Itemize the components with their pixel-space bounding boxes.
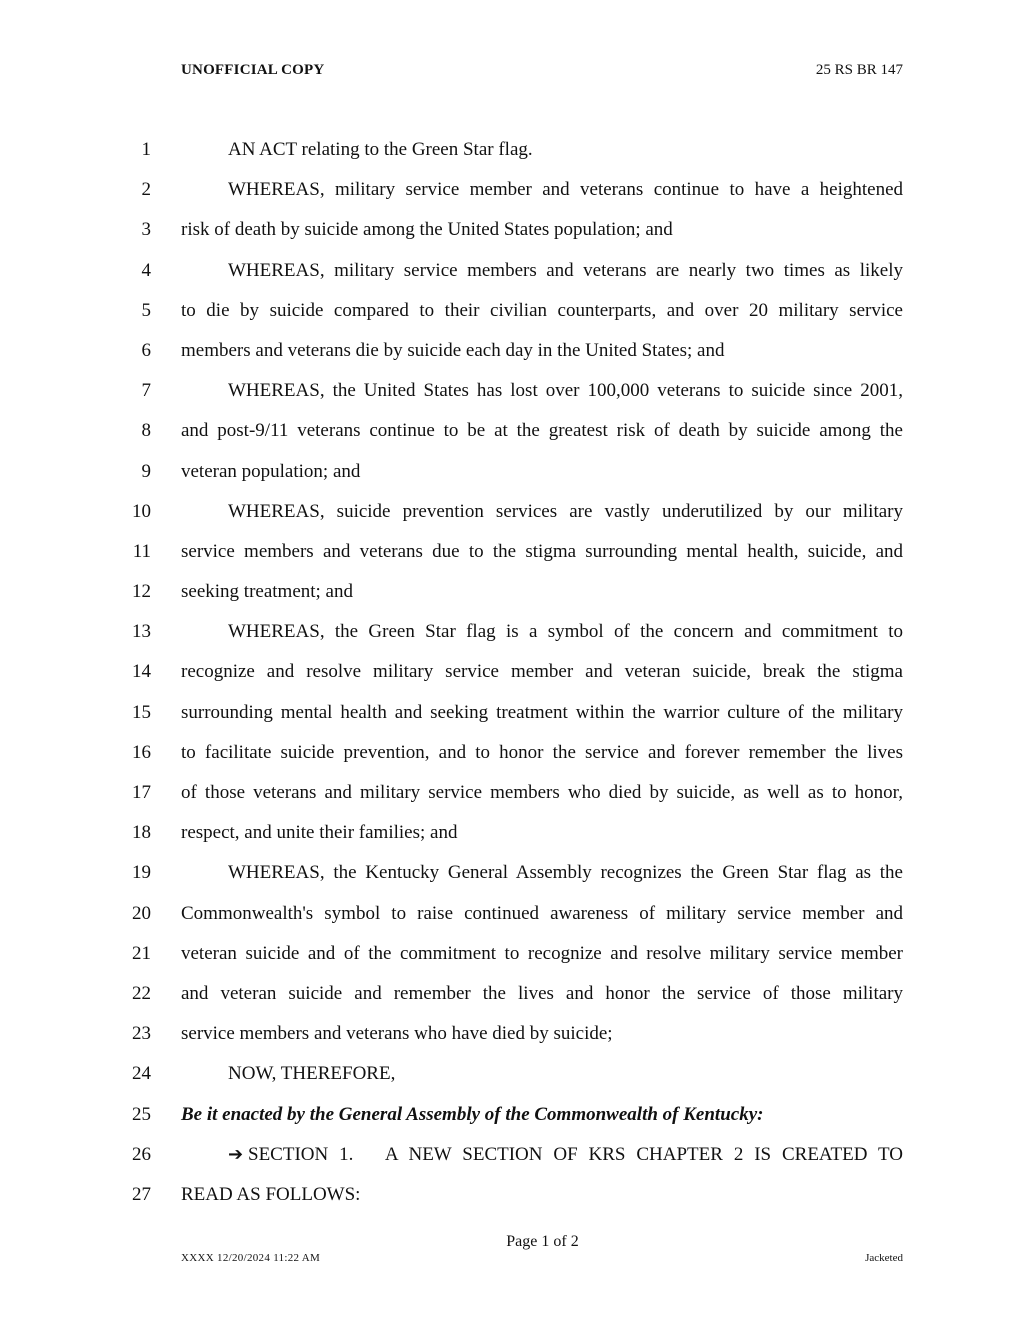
text-line [0, 331, 1024, 371]
line-text: risk of death by suicide among the United States population; and [181, 219, 673, 241]
line-number: 20 [132, 902, 151, 924]
line-text: respect, and unite their families; and [181, 822, 458, 844]
section-heading-line [181, 1135, 903, 1175]
line-number: 17 [132, 782, 151, 803]
document-status-label: UNOFFICIAL COPY [181, 62, 325, 78]
text-line [0, 492, 1024, 532]
text-line [0, 733, 1024, 773]
line-text: of those veterans and military service members who died by suicide, as well as to honor, [181, 782, 903, 803]
text-line [0, 894, 1024, 934]
line-text: and veteran suicide and remember the lives and honor the service of those military [181, 982, 903, 1004]
line-number: 16 [132, 741, 151, 763]
text-line [0, 1175, 1024, 1215]
line-number: 27 [132, 1183, 151, 1205]
line-number: 19 [132, 862, 151, 884]
text-line [0, 532, 1024, 572]
line-text: WHEREAS, military service members and veterans are nearly two times as likely [228, 259, 903, 281]
line-number: 24 [132, 1063, 151, 1085]
text-line [0, 1054, 1024, 1094]
line-text: seeking treatment; and [181, 581, 353, 603]
arrow-right-icon: ➔ [228, 1143, 244, 1165]
line-text: WHEREAS, the Green Star flag is a symbol of the concern and commitment to [228, 621, 903, 643]
line-number: 2 [141, 179, 151, 201]
text-line [0, 572, 1024, 612]
line-number: 1 [141, 139, 151, 160]
line-number: 10 [132, 500, 151, 522]
line-number: 8 [141, 420, 151, 442]
line-text: NOW, THEREFORE, [228, 1063, 396, 1085]
line-number: 22 [132, 982, 151, 1004]
line-text: members and veterans die by suicide each day in the United States; and [181, 339, 725, 361]
line-number: 21 [132, 942, 151, 964]
line-number: 13 [132, 621, 151, 643]
line-text: and post-9/11 veterans continue to be at the greatest risk of death by suicide among the [181, 420, 903, 442]
line-number: 7 [141, 380, 151, 402]
line-number: 14 [132, 661, 151, 683]
line-text: Commonwealth's symbol to raise continued awareness of military service member and [181, 902, 903, 924]
footer-status: Jacketed [865, 1252, 903, 1264]
line-text: WHEREAS, the Kentucky General Assembly recognizes the Green Star flag as the [228, 862, 903, 884]
text-line [0, 974, 1024, 1014]
text-line [0, 612, 1024, 652]
text-line [0, 291, 1024, 331]
line-text: veteran suicide and of the commitment to recognize and resolve military service member [181, 942, 903, 964]
line-number: 15 [132, 701, 151, 723]
line-text: AN ACT relating to the Green Star flag. [228, 139, 533, 160]
line-number: 9 [141, 460, 151, 482]
line-number: 26 [132, 1143, 151, 1165]
text-line [0, 813, 1024, 853]
text-line [0, 1135, 1024, 1175]
text-line [0, 170, 1024, 210]
line-text: READ AS FOLLOWS: [181, 1183, 361, 1205]
text-line [0, 652, 1024, 692]
line-text: to facilitate suicide prevention, and to honor the service and forever remember the lives [181, 741, 903, 763]
page-number: Page 1 of 2 [506, 1233, 579, 1250]
line-text: veteran population; and [181, 460, 361, 482]
line-number: 23 [132, 1023, 151, 1045]
bill-text-body [0, 130, 1024, 1215]
text-line [0, 773, 1024, 813]
line-text: service members and veterans due to the stigma surrounding mental health, suicide, and [181, 540, 903, 562]
line-number: 18 [132, 822, 151, 844]
text-line [0, 452, 1024, 492]
line-number: 12 [132, 581, 151, 603]
text-line [0, 693, 1024, 733]
text-line [0, 251, 1024, 291]
footer-timestamp: XXXX 12/20/2024 11:22 AM [181, 1252, 321, 1264]
line-text: WHEREAS, the United States has lost over 100,000 veterans to suicide since 2001, [228, 380, 903, 402]
text-line [0, 411, 1024, 451]
section-heading-text: SECTION 1. A NEW SECTION OF KRS CHAPTER 2 IS CREATED TO [248, 1143, 903, 1165]
line-text: recognize and resolve military service member and veteran suicide, break the stigma [181, 661, 903, 683]
line-number: 5 [141, 299, 151, 321]
line-text: to die by suicide compared to their civilian counterparts, and over 20 military service [181, 299, 903, 321]
text-line [0, 210, 1024, 250]
line-number: 25 [132, 1103, 151, 1125]
text-line [0, 853, 1024, 893]
line-number: 6 [141, 339, 151, 361]
text-line [0, 130, 1024, 170]
line-number: 4 [141, 259, 151, 281]
text-line [0, 371, 1024, 411]
text-line [0, 934, 1024, 974]
line-text: surrounding mental health and seeking treatment within the warrior culture of the military [181, 701, 903, 723]
line-number: 11 [132, 540, 151, 562]
line-text: service members and veterans who have died by suicide; [181, 1023, 613, 1045]
line-text: WHEREAS, suicide prevention services are vastly underutilized by our military [228, 500, 903, 522]
text-line [0, 1095, 1024, 1135]
line-text: WHEREAS, military service member and veterans continue to have a heightened [228, 179, 903, 201]
text-line [0, 1014, 1024, 1054]
bill-request-number: 25 RS BR 147 [815, 62, 903, 78]
line-number: 3 [141, 219, 151, 241]
enacting-clause: Be it enacted by the General Assembly of the Commonwealth of Kentucky: [181, 1103, 764, 1125]
